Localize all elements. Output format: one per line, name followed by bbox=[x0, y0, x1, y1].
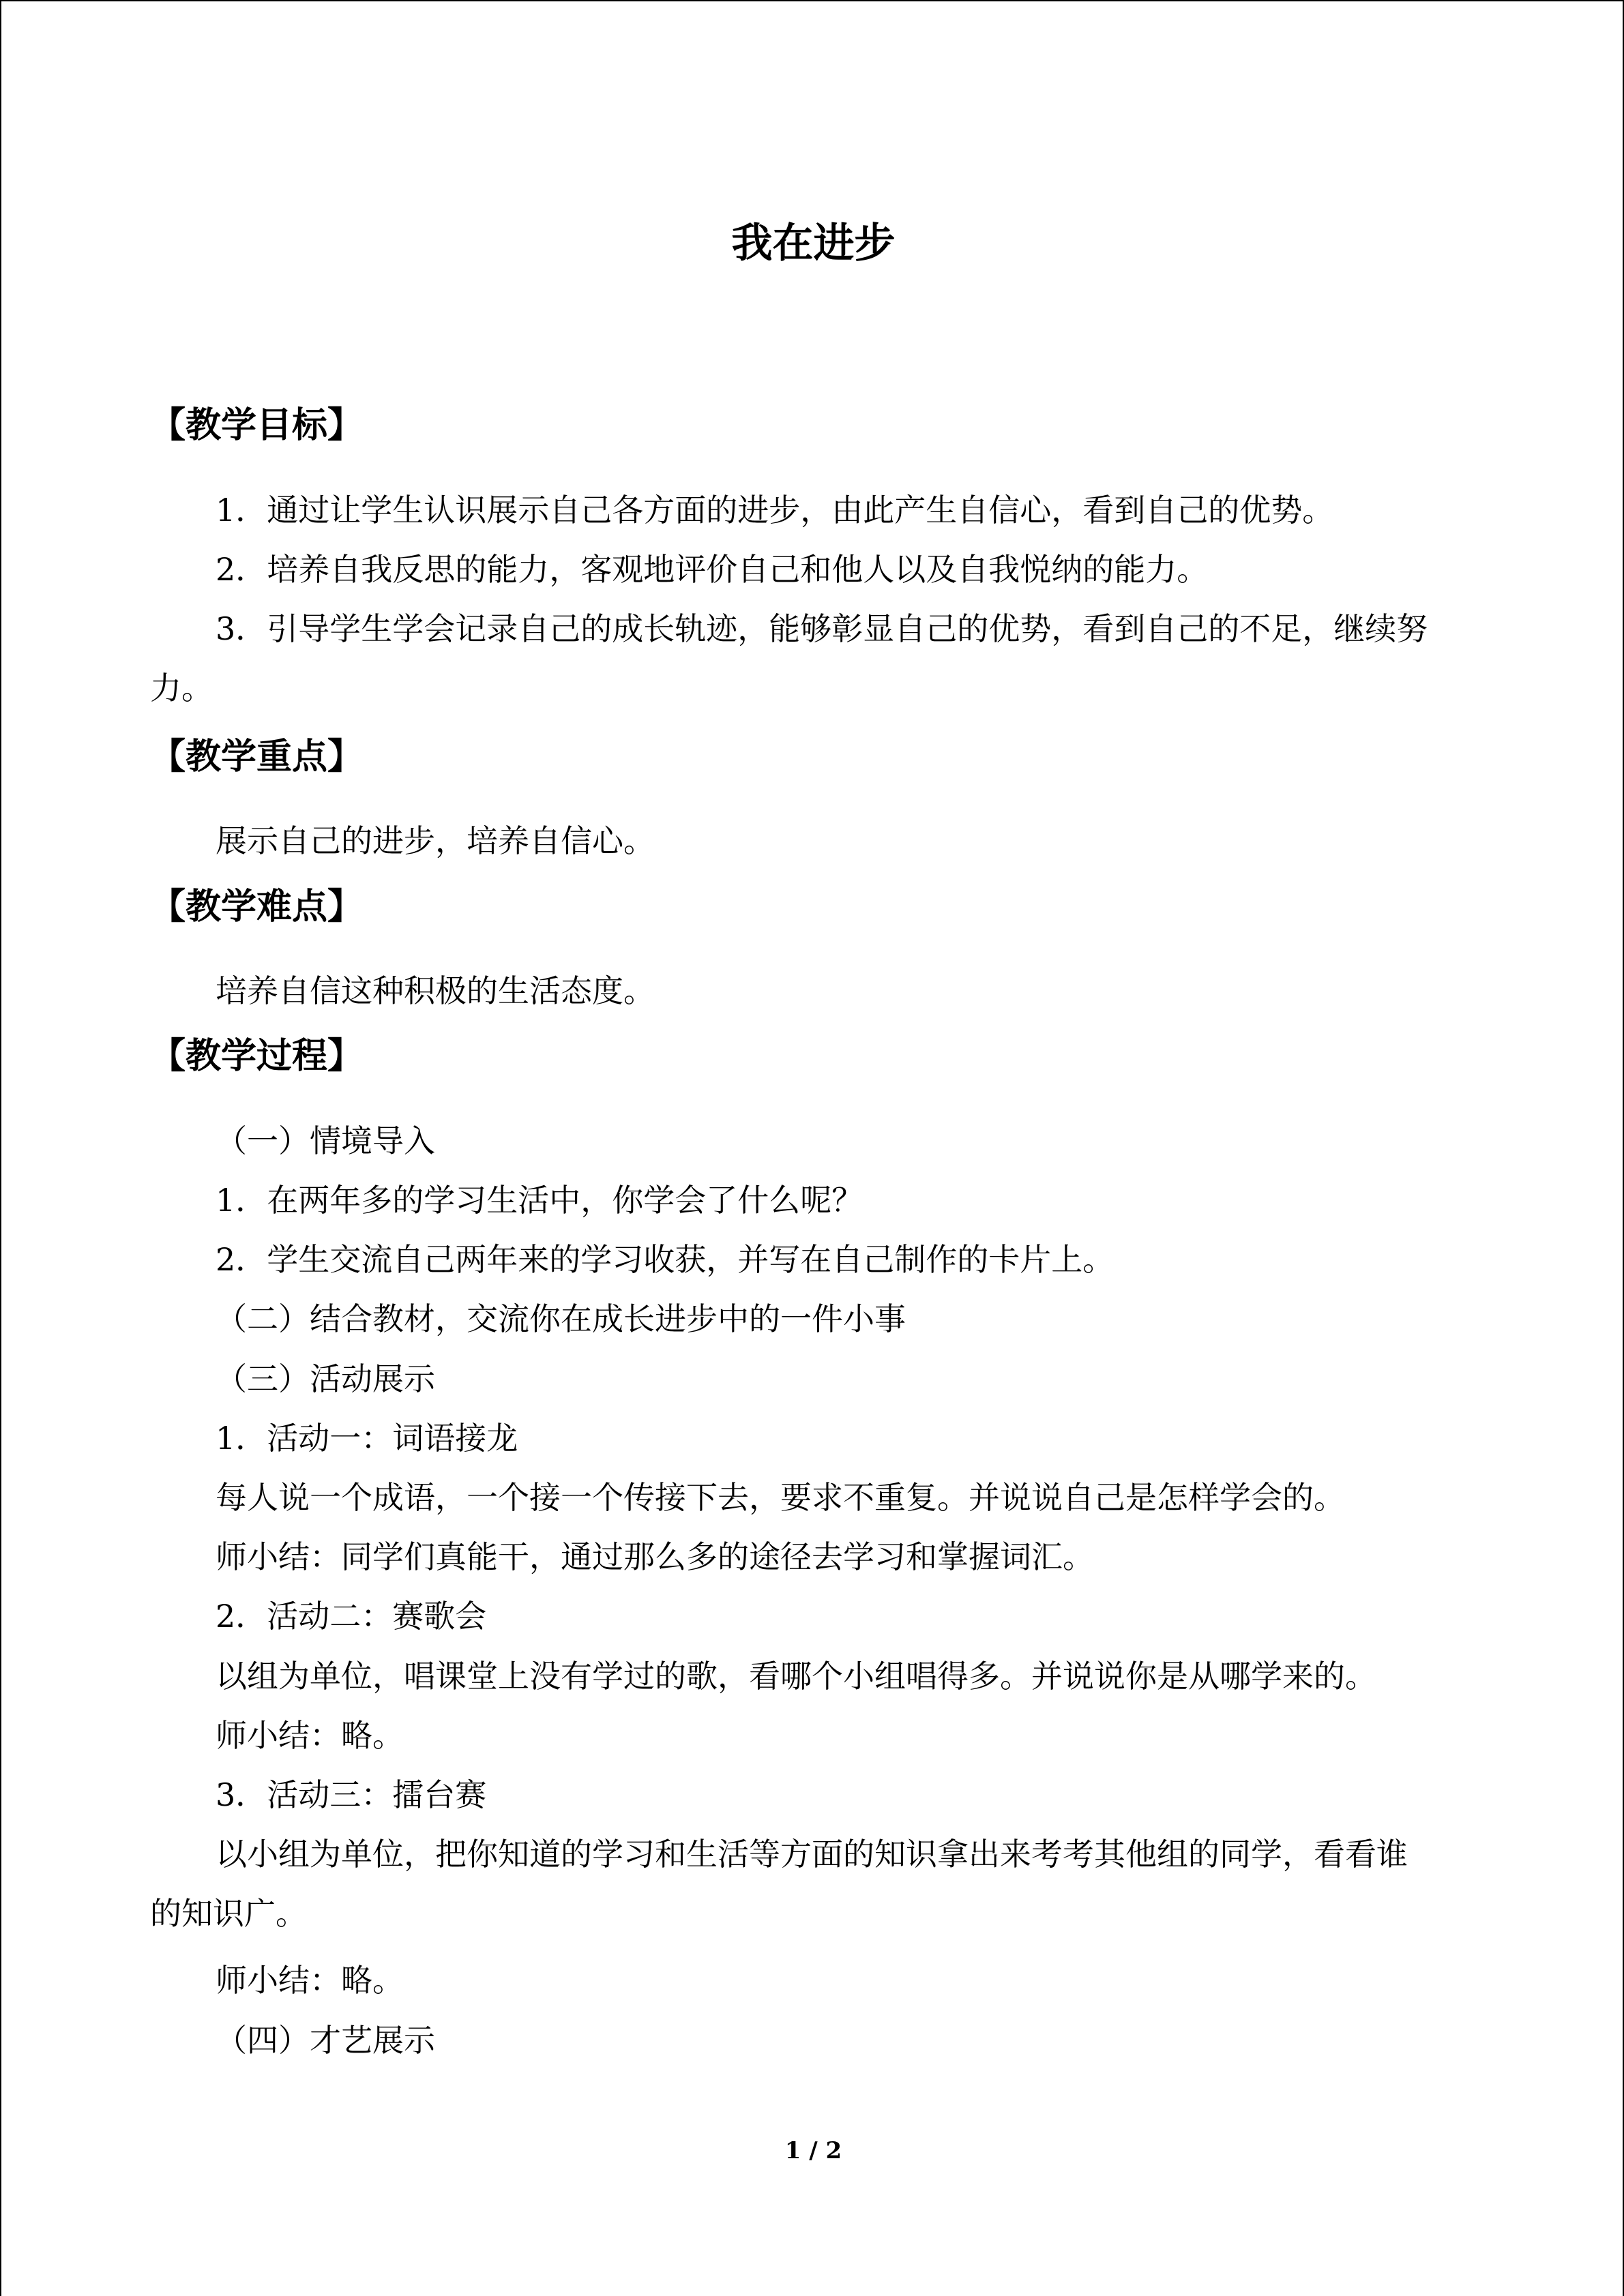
process-line: 师小结：略。 bbox=[216, 1717, 404, 1754]
process-line: 师小结：略。 bbox=[216, 1962, 404, 1999]
section-heading-goals: 【教学目标】 bbox=[150, 404, 364, 446]
goal-item: 2．培养自我反思的能力，客观地评价自己和他人以及自我悦纳的能力。 bbox=[216, 551, 1209, 588]
process-line: 以小组为单位，把你知道的学习和生活等方面的知识拿出来考考其他组的同学，看看谁 bbox=[216, 1836, 1408, 1873]
process-line: 师小结：同学们真能干，通过那么多的途径去学习和掌握词汇。 bbox=[216, 1538, 1094, 1575]
goal-item: 1．通过让学生认识展示自己各方面的进步，由此产生自信心，看到自己的优势。 bbox=[216, 492, 1334, 528]
process-line: 1．在两年多的学习生活中，你学会了什么呢？ bbox=[216, 1182, 863, 1219]
process-line: 以组为单位，唱课堂上没有学过的歌，看哪个小组唱得多。并说说你是从哪学来的。 bbox=[216, 1658, 1376, 1695]
process-line: 3．活动三：擂台赛 bbox=[216, 1776, 487, 1813]
process-line: （三）活动展示 bbox=[216, 1360, 435, 1397]
key-points-text: 展示自己的进步，培养自信心。 bbox=[216, 822, 655, 859]
process-line: 2．学生交流自己两年来的学习收获，并写在自己制作的卡片上。 bbox=[216, 1241, 1114, 1278]
process-line: （二）结合教材，交流你在成长进步中的一件小事 bbox=[216, 1300, 906, 1337]
process-line-continuation: 的知识广。 bbox=[150, 1895, 307, 1932]
process-line: 每人说一个成语，一个接一个传接下去，要求不重复。并说说自己是怎样学会的。 bbox=[216, 1479, 1345, 1516]
section-heading-process: 【教学过程】 bbox=[150, 1035, 364, 1077]
page-number: 1 / 2 bbox=[784, 2137, 842, 2164]
difficulties-text: 培养自信这种积极的生活态度。 bbox=[216, 972, 655, 1009]
process-line: （四）才艺展示 bbox=[216, 2022, 435, 2059]
page-title: 我在进步 bbox=[731, 220, 896, 267]
process-line: 2．活动二：赛歌会 bbox=[216, 1598, 487, 1635]
process-line: 1．活动一：词语接龙 bbox=[216, 1420, 518, 1457]
goal-item-continuation: 力。 bbox=[150, 670, 213, 706]
section-heading-difficulties: 【教学难点】 bbox=[150, 886, 364, 927]
process-line: （一）情境导入 bbox=[216, 1122, 435, 1159]
goal-item: 3．引导学生学会记录自己的成长轨迹，能够彰显自己的优势，看到自己的不足，继续努 bbox=[216, 610, 1428, 647]
section-heading-key-points: 【教学重点】 bbox=[150, 736, 364, 777]
